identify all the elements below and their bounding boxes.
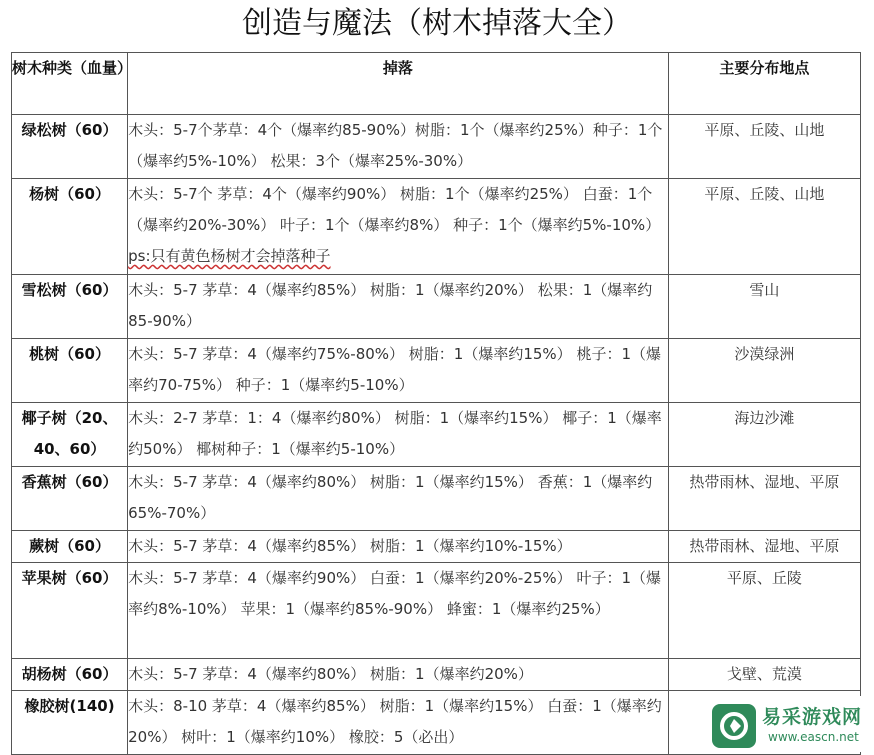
tree-drops: 木头：5-7 茅草：4（爆率约80%） 树脂：1（爆率约20%） xyxy=(128,659,669,691)
drop-note: ps:只有黄色杨树才会掉落种子 xyxy=(128,247,331,265)
tree-drops: 木头：5-7 茅草：4（爆率约90%） 白蚕：1（爆率约20%-25%） 叶子：1（爆率约8%-10%） 苹果：1（爆率约85%-90%） 蜂蜜：1（爆率约25%） xyxy=(128,563,669,659)
tree-drops: 木头：8-10 茅草：4（爆率约85%） 树脂：1（爆率约15%） 白蚕：1（爆率约20%） 树叶：1（爆率约10%） 橡胶：5（必出） xyxy=(128,691,669,755)
tree-name: 胡杨树（60） xyxy=(12,659,128,691)
header-location: 主要分布地点 xyxy=(668,53,860,115)
tree-drops: 木头：5-7个茅草：4个（爆率约85-90%）树脂：1个（爆率约25%）种子：1个（爆率约5%-10%） 松果：3个（爆率25%-30%） xyxy=(128,115,669,179)
watermark-url: www.eascn.net xyxy=(768,730,859,744)
tree-location: 热带雨林、湿地、平原 xyxy=(668,467,860,531)
table-row xyxy=(12,467,861,531)
tree-drops: 木头：5-7 茅草：4（爆率约85%） 树脂：1（爆率约20%） 松果：1（爆率约85-90%） xyxy=(128,275,669,339)
site-watermark xyxy=(712,696,874,752)
tree-name: 苹果树（60） xyxy=(12,563,128,659)
table-row xyxy=(12,339,861,403)
tree-drops: 木头：5-7 茅草：4（爆率约75%-80%） 树脂：1（爆率约15%） 桃子：1（爆率约70-75%） 种子：1（爆率约5-10%） xyxy=(128,339,669,403)
tree-name: 杨树（60） xyxy=(12,179,128,275)
tree-location: 戈壁、荒漠 xyxy=(668,659,860,691)
tree-name: 香蕉树（60） xyxy=(12,467,128,531)
tree-name: 蕨树（60） xyxy=(12,531,128,563)
tree-location: 海边沙滩 xyxy=(668,403,860,467)
header-tree-type: 树木种类（血量） xyxy=(12,53,128,115)
watermark-site-name: 易采游戏网 xyxy=(762,706,863,728)
tree-drops xyxy=(128,179,669,275)
tree-name: 桃树（60） xyxy=(12,339,128,403)
tree-location: 雪山 xyxy=(668,275,860,339)
table-header-row xyxy=(12,53,861,115)
tree-name: 橡胶树(140) xyxy=(12,691,128,755)
tree-drop-table xyxy=(11,52,861,755)
table-row xyxy=(12,531,861,563)
table-row xyxy=(12,115,861,179)
tree-location: 平原、丘陵、山地 xyxy=(668,179,860,275)
page-title: 创造与魔法（树木掉落大全） xyxy=(242,6,632,41)
tree-drops-text: 木头：5-7个 茅草：4个（爆率约90%） 树脂：1个（爆率约25%） 白蚕：1个（爆率约20%-30%） 叶子：1个（爆率约8%） 种子：1个（爆率约5%-10%） xyxy=(128,185,661,234)
table-row xyxy=(12,659,861,691)
table-row xyxy=(12,563,861,659)
tree-location: 平原、丘陵、山地 xyxy=(668,115,860,179)
tree-name: 椰子树（20、40、60） xyxy=(12,403,128,467)
header-drops: 掉落 xyxy=(128,53,669,115)
tree-location: 平原、丘陵 xyxy=(668,563,860,659)
table-row xyxy=(12,403,861,467)
table-row xyxy=(12,275,861,339)
tree-name: 雪松树（60） xyxy=(12,275,128,339)
table-row xyxy=(12,179,861,275)
tree-name: 绿松树（60） xyxy=(12,115,128,179)
tree-location: 沙漠绿洲 xyxy=(668,339,860,403)
tree-drops: 木头：5-7 茅草：4（爆率约80%） 树脂：1（爆率约15%） 香蕉：1（爆率约65%-70%） xyxy=(128,467,669,531)
leaf-logo-icon xyxy=(712,704,756,748)
tree-drops: 木头：5-7 茅草：4（爆率约85%） 树脂：1（爆率约10%-15%） xyxy=(128,531,669,563)
tree-location: 热带雨林、湿地、平原 xyxy=(668,531,860,563)
tree-drops: 木头：2-7 茅草：1：4（爆率约80%） 树脂：1（爆率约15%） 椰子：1（爆率约50%） 椰树种子：1（爆率约5-10%） xyxy=(128,403,669,467)
